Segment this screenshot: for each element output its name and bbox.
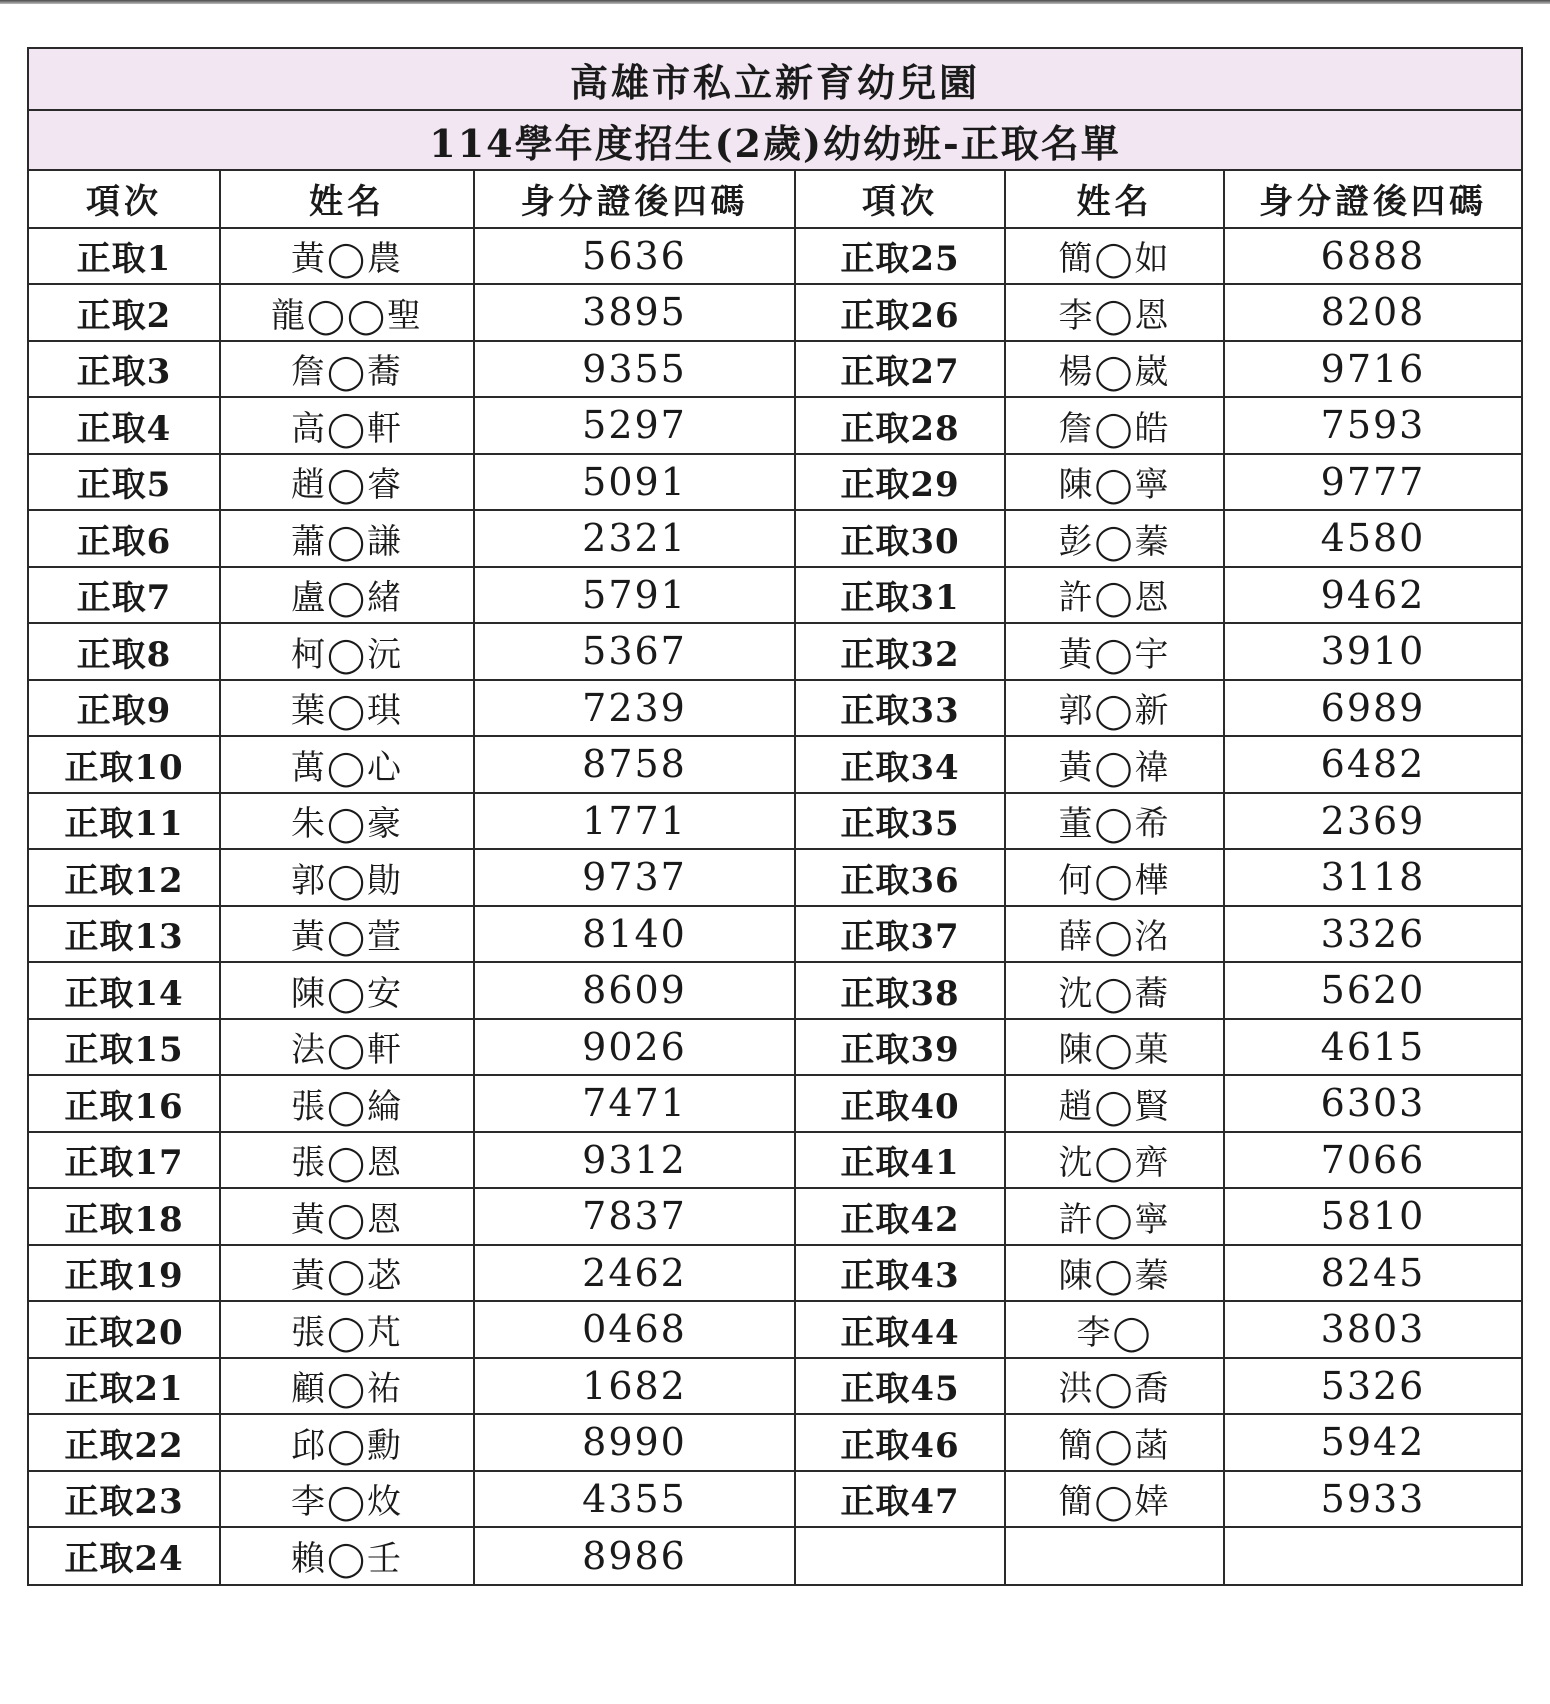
id-last4-cell: 2462 (474, 1245, 795, 1302)
name-cell: 黃◯宇 (1005, 623, 1224, 680)
seq-cell: 正取44 (795, 1301, 1005, 1358)
name-cell: 簡◯菡 (1005, 1414, 1224, 1471)
id-last4-cell: 3118 (1224, 849, 1521, 906)
seq-cell: 正取1 (29, 228, 220, 285)
header-name-left: 姓名 (220, 171, 474, 228)
table-row (29, 906, 1521, 963)
seq-cell: 正取6 (29, 510, 220, 567)
id-last4-cell: 0468 (474, 1301, 795, 1358)
table-row (29, 736, 1521, 793)
table-row (29, 1245, 1521, 1302)
name-cell: 法◯軒 (220, 1019, 474, 1076)
name-cell: 許◯恩 (1005, 567, 1224, 624)
table-row (29, 793, 1521, 850)
seq-cell: 正取4 (29, 397, 220, 454)
id-last4-cell: 1682 (474, 1358, 795, 1415)
seq-cell: 正取11 (29, 793, 220, 850)
name-cell: 許◯寧 (1005, 1188, 1224, 1245)
name-cell: 董◯希 (1005, 793, 1224, 850)
name-cell: 沈◯蕎 (1005, 962, 1224, 1019)
seq-cell: 正取14 (29, 962, 220, 1019)
id-last4-cell: 4580 (1224, 510, 1521, 567)
id-last4-cell: 8245 (1224, 1245, 1521, 1302)
name-cell: 陳◯寧 (1005, 454, 1224, 511)
id-last4-cell: 9462 (1224, 567, 1521, 624)
seq-cell: 正取13 (29, 906, 220, 963)
id-last4-cell: 2321 (474, 510, 795, 567)
id-last4-cell: 1771 (474, 793, 795, 850)
name-cell: 黃◯禕 (1005, 736, 1224, 793)
seq-cell: 正取29 (795, 454, 1005, 511)
id-last4-cell: 8758 (474, 736, 795, 793)
seq-cell: 正取39 (795, 1019, 1005, 1076)
table-row (29, 567, 1521, 624)
id-last4-cell: 5297 (474, 397, 795, 454)
name-cell: 柯◯沅 (220, 623, 474, 680)
id-last4-cell: 8609 (474, 962, 795, 1019)
id-last4-cell: 2369 (1224, 793, 1521, 850)
name-cell: 賴◯壬 (220, 1527, 474, 1584)
table-row (29, 397, 1521, 454)
table-row (29, 1414, 1521, 1471)
name-cell: 李◯ (1005, 1301, 1224, 1358)
seq-cell: 正取31 (795, 567, 1005, 624)
table-row (29, 962, 1521, 1019)
name-cell: 顧◯祐 (220, 1358, 474, 1415)
id-last4-cell: 5933 (1224, 1471, 1521, 1528)
seq-cell: 正取47 (795, 1471, 1005, 1528)
id-last4-cell: 9737 (474, 849, 795, 906)
seq-cell: 正取3 (29, 341, 220, 398)
id-last4-cell: 6888 (1224, 228, 1521, 285)
name-cell: 張◯綸 (220, 1075, 474, 1132)
name-cell: 張◯芃 (220, 1301, 474, 1358)
id-last4-cell: 4355 (474, 1471, 795, 1528)
document-subtitle (29, 111, 1521, 171)
table-row (29, 510, 1521, 567)
name-cell: 薛◯洺 (1005, 906, 1224, 963)
name-cell: 盧◯緒 (220, 567, 474, 624)
header-seq-right: 項次 (795, 171, 1005, 228)
seq-cell: 正取10 (29, 736, 220, 793)
name-cell: 詹◯蕎 (220, 341, 474, 398)
table-row (29, 341, 1521, 398)
name-cell: 陳◯安 (220, 962, 474, 1019)
name-cell: 朱◯豪 (220, 793, 474, 850)
id-last4-cell: 3895 (474, 284, 795, 341)
name-cell: 黃◯農 (220, 228, 474, 285)
name-cell: 郭◯勛 (220, 849, 474, 906)
id-last4-cell: 3910 (1224, 623, 1521, 680)
name-cell: 陳◯菓 (1005, 1019, 1224, 1076)
seq-cell: 正取8 (29, 623, 220, 680)
seq-cell: 正取5 (29, 454, 220, 511)
seq-cell: 正取24 (29, 1527, 220, 1584)
seq-cell: 正取32 (795, 623, 1005, 680)
name-cell: 郭◯新 (1005, 680, 1224, 737)
seq-cell: 正取23 (29, 1471, 220, 1528)
name-cell: 沈◯齊 (1005, 1132, 1224, 1189)
name-cell: 李◯炇 (220, 1471, 474, 1528)
seq-cell: 正取28 (795, 397, 1005, 454)
seq-cell: 正取22 (29, 1414, 220, 1471)
id-last4-cell: 8990 (474, 1414, 795, 1471)
admission-list-sheet (27, 47, 1523, 1586)
seq-cell: 正取19 (29, 1245, 220, 1302)
id-last4-cell: 5810 (1224, 1188, 1521, 1245)
seq-cell: 正取42 (795, 1188, 1005, 1245)
table-header-row (29, 171, 1521, 228)
header-code-right: 身分證後四碼 (1224, 171, 1521, 228)
table-row (29, 1358, 1521, 1415)
name-cell: 龍◯◯聖 (220, 284, 474, 341)
seq-cell: 正取43 (795, 1245, 1005, 1302)
name-cell: 黃◯恩 (220, 1188, 474, 1245)
id-last4-cell: 9355 (474, 341, 795, 398)
table-row (29, 1527, 1521, 1584)
table-row (29, 1019, 1521, 1076)
document-subtitle-text: 114學年度招生(2歲)幼幼班-正取名單 (429, 120, 1121, 166)
name-cell: 何◯樺 (1005, 849, 1224, 906)
id-last4-cell: 3803 (1224, 1301, 1521, 1358)
seq-cell: 正取2 (29, 284, 220, 341)
id-last4-cell: 9312 (474, 1132, 795, 1189)
table-row (29, 623, 1521, 680)
id-last4-cell: 8986 (474, 1527, 795, 1584)
name-cell: 高◯軒 (220, 397, 474, 454)
table-row (29, 1132, 1521, 1189)
name-cell: 蕭◯謙 (220, 510, 474, 567)
name-cell: 陳◯蓁 (1005, 1245, 1224, 1302)
id-last4-cell: 5620 (1224, 962, 1521, 1019)
seq-cell: 正取12 (29, 849, 220, 906)
id-last4-cell: 9777 (1224, 454, 1521, 511)
seq-cell: 正取15 (29, 1019, 220, 1076)
id-last4-cell: 5942 (1224, 1414, 1521, 1471)
seq-cell: 正取30 (795, 510, 1005, 567)
name-cell: 邱◯勳 (220, 1414, 474, 1471)
seq-cell: 正取18 (29, 1188, 220, 1245)
name-cell: 李◯恩 (1005, 284, 1224, 341)
header-seq-left: 項次 (29, 171, 220, 228)
seq-cell: 正取7 (29, 567, 220, 624)
id-last4-cell: 7239 (474, 680, 795, 737)
id-last4-cell: 5367 (474, 623, 795, 680)
document-title (29, 49, 1521, 111)
seq-cell: 正取35 (795, 793, 1005, 850)
seq-cell: 正取40 (795, 1075, 1005, 1132)
table-row (29, 1075, 1521, 1132)
name-cell: 洪◯喬 (1005, 1358, 1224, 1415)
header-name-right: 姓名 (1005, 171, 1224, 228)
seq-cell: 正取17 (29, 1132, 220, 1189)
seq-cell: 正取36 (795, 849, 1005, 906)
table-row (29, 1301, 1521, 1358)
name-cell: 詹◯皓 (1005, 397, 1224, 454)
document-title-text: 高雄市私立新育幼兒園 (569, 59, 980, 105)
table-row (29, 680, 1521, 737)
seq-cell: 正取9 (29, 680, 220, 737)
id-last4-cell: 7471 (474, 1075, 795, 1132)
seq-cell: 正取26 (795, 284, 1005, 341)
name-cell: 張◯恩 (220, 1132, 474, 1189)
seq-cell: 正取33 (795, 680, 1005, 737)
name-cell (1005, 1527, 1224, 1584)
name-cell: 楊◯崴 (1005, 341, 1224, 398)
seq-cell: 正取38 (795, 962, 1005, 1019)
seq-cell: 正取20 (29, 1301, 220, 1358)
id-last4-cell: 7066 (1224, 1132, 1521, 1189)
scan-top-edge (0, 0, 1550, 4)
seq-cell: 正取37 (795, 906, 1005, 963)
name-cell: 萬◯心 (220, 736, 474, 793)
table-body (29, 228, 1521, 1584)
id-last4-cell: 5791 (474, 567, 795, 624)
seq-cell: 正取34 (795, 736, 1005, 793)
seq-cell: 正取25 (795, 228, 1005, 285)
id-last4-cell: 5636 (474, 228, 795, 285)
id-last4-cell: 9026 (474, 1019, 795, 1076)
seq-cell (795, 1527, 1005, 1584)
seq-cell: 正取16 (29, 1075, 220, 1132)
table-row (29, 1471, 1521, 1528)
name-cell: 黃◯苾 (220, 1245, 474, 1302)
id-last4-cell: 5326 (1224, 1358, 1521, 1415)
seq-cell: 正取45 (795, 1358, 1005, 1415)
id-last4-cell: 7837 (474, 1188, 795, 1245)
id-last4-cell: 8208 (1224, 284, 1521, 341)
seq-cell: 正取27 (795, 341, 1005, 398)
header-code-left: 身分證後四碼 (474, 171, 795, 228)
table-row (29, 1188, 1521, 1245)
table-row (29, 228, 1521, 285)
name-cell: 黃◯萱 (220, 906, 474, 963)
name-cell: 趙◯賢 (1005, 1075, 1224, 1132)
table-row (29, 849, 1521, 906)
id-last4-cell: 4615 (1224, 1019, 1521, 1076)
seq-cell: 正取21 (29, 1358, 220, 1415)
id-last4-cell: 8140 (474, 906, 795, 963)
name-cell: 趙◯睿 (220, 454, 474, 511)
seq-cell: 正取46 (795, 1414, 1005, 1471)
id-last4-cell: 6303 (1224, 1075, 1521, 1132)
name-cell: 簡◯如 (1005, 228, 1224, 285)
name-cell: 葉◯琪 (220, 680, 474, 737)
id-last4-cell: 5091 (474, 454, 795, 511)
id-last4-cell: 9716 (1224, 341, 1521, 398)
seq-cell: 正取41 (795, 1132, 1005, 1189)
admission-table (29, 171, 1521, 1584)
table-row (29, 284, 1521, 341)
table-row (29, 454, 1521, 511)
name-cell: 彭◯蓁 (1005, 510, 1224, 567)
id-last4-cell: 3326 (1224, 906, 1521, 963)
id-last4-cell: 6989 (1224, 680, 1521, 737)
name-cell: 簡◯婞 (1005, 1471, 1224, 1528)
id-last4-cell: 6482 (1224, 736, 1521, 793)
id-last4-cell (1224, 1527, 1521, 1584)
id-last4-cell: 7593 (1224, 397, 1521, 454)
